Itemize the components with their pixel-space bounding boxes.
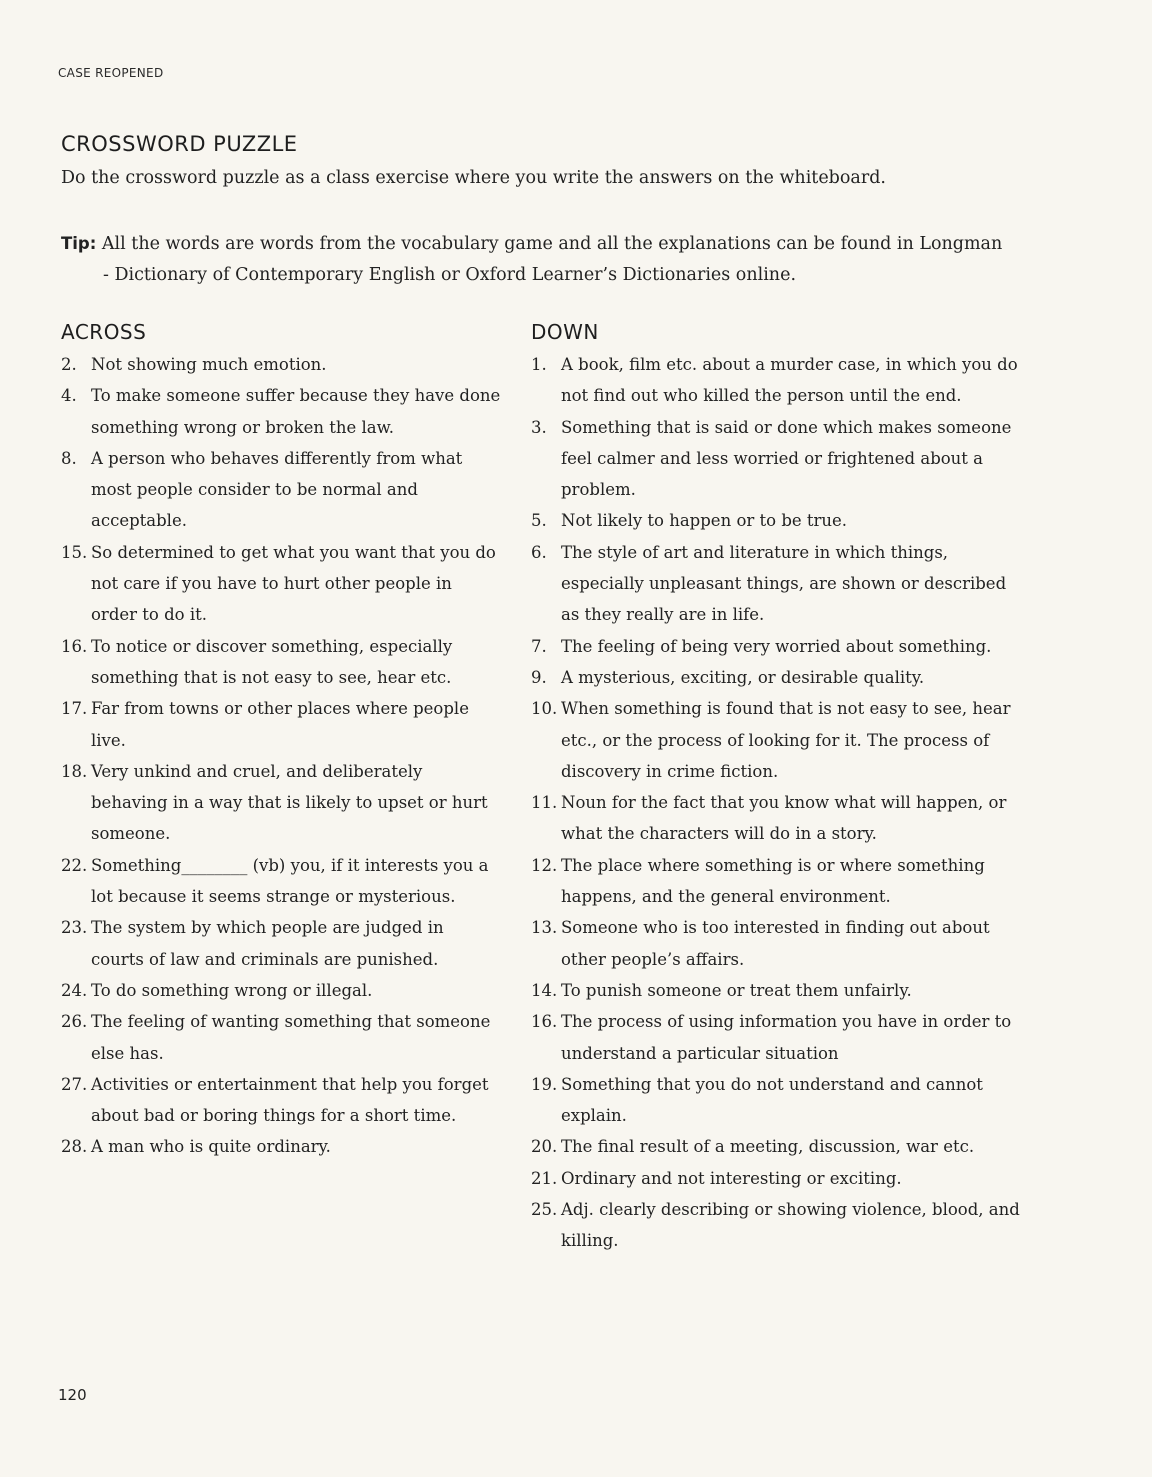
clue-number: 27.: [61, 1074, 88, 1094]
across-column: [61, 318, 501, 1163]
clue-text: Noun for the fact that you know what will happen, or what the characters will do in a story.: [561, 793, 1007, 844]
clue-text: To make someone suffer because they have done something wrong or broken the law.: [91, 386, 501, 437]
running-head: CASE REOPENED: [58, 66, 164, 80]
down-clue: [531, 662, 1021, 693]
down-clue: [531, 412, 1021, 506]
clue-text: To punish someone or treat them unfairly.: [561, 980, 912, 1000]
clue-number: 22.: [61, 855, 88, 875]
across-clue: [61, 443, 501, 537]
across-clue: [61, 1131, 501, 1162]
clue-text: Activities or entertainment that help you forget about bad or boring things for a short time.: [91, 1074, 489, 1126]
across-clue: [61, 537, 501, 631]
clue-number: 21.: [531, 1168, 558, 1188]
clue-number: 12.: [531, 855, 558, 875]
clue-number: 14.: [531, 980, 558, 1000]
across-clue-list: [61, 349, 501, 1163]
down-column: [531, 318, 1021, 1257]
clue-number: 11.: [531, 793, 558, 813]
page-title: CROSSWORD PUZZLE: [61, 132, 298, 156]
across-clue: [61, 912, 501, 975]
clue-number: 4.: [61, 386, 77, 406]
down-clue: [531, 1163, 1021, 1194]
clue-text: A book, film etc. about a murder case, in which you do not find out who killed the person until the end.: [561, 355, 1018, 406]
clue-number: 18.: [61, 761, 88, 781]
clue-number: 16.: [531, 1012, 558, 1032]
across-clue: [61, 1006, 501, 1069]
clue-number: 5.: [531, 511, 547, 531]
clue-text: Not likely to happen or to be true.: [561, 511, 848, 531]
clue-text: A mysterious, exciting, or desirable quality.: [561, 667, 925, 687]
clue-number: 20.: [531, 1137, 558, 1157]
clue-text: The system by which people are judged in courts of law and criminals are punished.: [91, 918, 444, 969]
page-number: 120: [58, 1386, 87, 1404]
down-clue: [531, 787, 1021, 850]
clue-text: Very unkind and cruel, and deliberately behaving in a way that is likely to upset or hurt someone.: [91, 761, 488, 844]
down-clue: [531, 505, 1021, 536]
clue-text: To do something wrong or illegal.: [91, 980, 373, 1000]
clue-text: A person who behaves differently from what most people consider to be normal and acceptable.: [91, 448, 463, 531]
across-clue: [61, 693, 501, 756]
down-clue: [531, 850, 1021, 913]
down-clue-list: [531, 349, 1021, 1257]
clue-number: 1.: [531, 355, 547, 374]
clue-number: 7.: [531, 636, 547, 656]
clue-text: Someone who is too interested in finding out about other people’s affairs.: [561, 918, 990, 969]
clue-text: So determined to get what you want that you do not care if you have to hurt other people in order to do it.: [91, 542, 496, 625]
clue-number: 28.: [61, 1137, 88, 1157]
clue-number: 25.: [531, 1200, 558, 1220]
across-clue: [61, 380, 501, 443]
clue-text: Ordinary and not interesting or exciting.: [561, 1168, 902, 1188]
clue-text: The feeling of being very worried about something.: [561, 636, 992, 656]
clue-number: 13.: [531, 918, 558, 938]
clue-number: 8.: [61, 448, 77, 468]
down-clue: [531, 537, 1021, 631]
down-clue: [531, 1131, 1021, 1162]
down-clue: [531, 975, 1021, 1006]
clue-number: 23.: [61, 918, 88, 938]
down-clue: [531, 1069, 1021, 1132]
clue-text: The process of using information you have in order to understand a particular situation: [561, 1012, 1012, 1063]
clue-number: 17.: [61, 699, 88, 719]
across-clue: [61, 756, 501, 850]
intro-paragraph: Do the crossword puzzle as a class exercise where you write the answers on the whiteboard.: [61, 168, 886, 188]
tip-line-2: - Dictionary of Contemporary English or Oxford Learner’s Dictionaries online.: [103, 265, 797, 285]
down-clue: [531, 1006, 1021, 1069]
down-clue: [531, 912, 1021, 975]
down-heading: DOWN: [531, 320, 599, 344]
clue-text: To notice or discover something, especially something that is not easy to see, hear etc.: [91, 636, 453, 687]
clue-text: The feeling of wanting something that someone else has.: [91, 1012, 491, 1063]
clue-text: Not showing much emotion.: [91, 355, 327, 374]
across-heading: ACROSS: [61, 320, 147, 344]
clue-number: 10.: [531, 699, 558, 719]
down-clue: [531, 349, 1021, 412]
tip-line-1: All the words are words from the vocabulary game and all the explanations can be found in Longman: [96, 234, 1003, 254]
across-clue: [61, 975, 501, 1006]
clue-text: The style of art and literature in which things, especially unpleasant things, are shown or described as they really are in life.: [561, 542, 1007, 625]
clue-text: Something that is said or done which makes someone feel calmer and less worried or frightened about a problem.: [561, 417, 1012, 500]
down-clue: [531, 631, 1021, 662]
clue-number: 9.: [531, 667, 547, 687]
down-clue: [531, 1194, 1021, 1257]
clue-text: Adj. clearly describing or showing violence, blood, and killing.: [561, 1200, 1020, 1251]
across-clue: [61, 631, 501, 694]
clue-number: 2.: [61, 355, 77, 374]
across-clue: [61, 850, 501, 913]
clue-text: The final result of a meeting, discussion, war etc.: [561, 1137, 975, 1157]
across-clue: [61, 349, 501, 380]
clue-text: A man who is quite ordinary.: [91, 1137, 331, 1157]
clue-number: 16.: [61, 636, 88, 656]
clue-number: 26.: [61, 1012, 88, 1032]
clue-number: 24.: [61, 980, 88, 1000]
clue-text: The place where something is or where something happens, and the general environment.: [561, 855, 985, 907]
clue-text: Something that you do not understand and cannot explain.: [561, 1074, 983, 1126]
clue-number: 19.: [531, 1074, 558, 1094]
clue-number: 6.: [531, 542, 547, 562]
clue-number: 15.: [61, 542, 88, 562]
clue-number: 3.: [531, 417, 547, 437]
clue-text: When something is found that is not easy to see, hear etc., or the process of looking for it. The process of discovery in crime fiction.: [561, 699, 1011, 781]
tip-label: Tip:: [61, 234, 97, 253]
across-clue: [61, 1069, 501, 1132]
down-clue: [531, 693, 1021, 787]
clue-text: Far from towns or other places where people live.: [91, 699, 469, 750]
tip-paragraph: [61, 228, 1021, 291]
clue-text: Something________ (vb) you, if it interests you a lot because it seems strange or mysterious.: [91, 855, 489, 907]
